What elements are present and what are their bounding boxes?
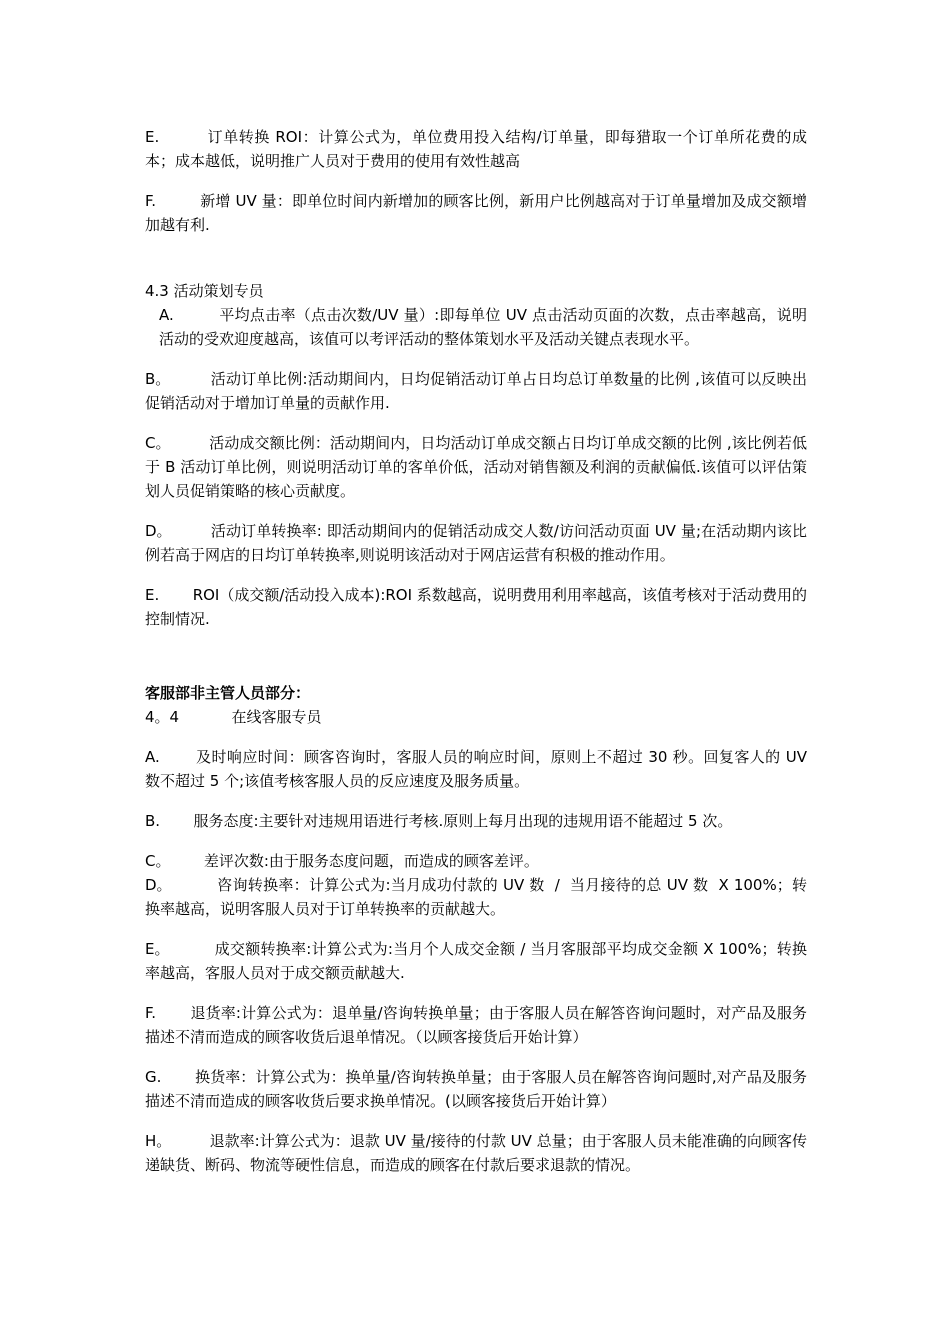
- section-title-4-4: 4。4 在线客服专员: [145, 708, 322, 726]
- spacer: [171, 1132, 209, 1150]
- list-marker: E.: [145, 128, 160, 146]
- list-marker: D。: [145, 522, 172, 540]
- paragraph-f-return-rate: [145, 1001, 807, 1049]
- paragraph-text: 成交额转换率:计算公式为:当月个人成交金额 / 当月客服部平均成交金额 X 100%；转换率越高，客服人员对于成交额贡献越大.: [145, 940, 807, 982]
- spacer: [174, 306, 220, 324]
- list-marker: G.: [145, 1068, 162, 1086]
- paragraph-text: 咨询转换率：计算公式为:当月成功付款的 UV 数 / 当月接待的总 UV 数 X 100%；转换率越高，说明客服人员对于订单转换率的贡献越大。: [145, 876, 807, 918]
- paragraph-c-negative-reviews: [145, 849, 807, 873]
- spacer: [169, 940, 214, 958]
- list-marker: C。: [145, 434, 171, 452]
- paragraph-text: 平均点击率（点击次数/UV 量）:即每单位 UV 点击活动页面的次数，点击率越高，说明活动的受欢迎度越高，该值可以考评活动的整体策划水平及活动关键点表现水平。: [159, 306, 807, 348]
- paragraph-text: 活动订单转换率: 即活动期间内的促销活动成交人数/访问活动页面 UV 量;在活动期内该比例若高于网店的日均订单转换率,则说明该活动对于网店运营有积极的推动作用。: [145, 522, 807, 564]
- spacer: [159, 128, 207, 146]
- section-title-customer-service: 客服部非主管人员部分：: [145, 684, 311, 702]
- paragraph-a-response-time: [145, 745, 807, 793]
- list-marker: F.: [145, 192, 156, 210]
- list-marker: F.: [145, 1004, 156, 1022]
- spacer: [172, 522, 211, 540]
- spacer: [160, 812, 193, 830]
- list-marker: E.: [145, 586, 160, 604]
- spacer: [156, 1004, 190, 1022]
- paragraph-text: 新增 UV 量：即单位时间内新增加的顾客比例，新用户比例越高对于订单量增加及成交额增加越有利.: [145, 192, 807, 234]
- paragraph-text: 差评次数:由于服务态度问题，而造成的顾客差评。: [203, 852, 539, 870]
- paragraph-text: 及时响应时间：顾客咨询时，客服人员的响应时间，原则上不超过 30 秒。回复客人的 UV 数不超过 5 个;该值考核客服人员的反应速度及服务质量。: [145, 748, 807, 790]
- paragraph-text: 服务态度:主要针对违规用语进行考核.原则上每月出现的违规用语不能超过 5 次。: [193, 812, 733, 830]
- spacer: [156, 192, 200, 210]
- paragraph-f-new-uv: [145, 189, 807, 237]
- list-marker: B。: [145, 370, 171, 388]
- spacer: [170, 852, 203, 870]
- paragraph-e-activity-roi: [145, 583, 807, 631]
- paragraph-e-order-roi: [145, 125, 807, 173]
- paragraph-text: 活动成交额比例：活动期间内，日均活动订单成交额占日均订单成交额的比例 ,该比例若低于 B 活动订单比例，则说明活动订单的客单价低，活动对销售额及利润的贡献偏低.该值可以评估策划人员促销策略的核心贡献度。: [145, 434, 807, 500]
- spacer: [172, 876, 218, 894]
- paragraph-b-service-attitude: [145, 809, 807, 833]
- document-body: [145, 125, 807, 1193]
- list-marker: A.: [159, 306, 174, 324]
- list-marker: E。: [145, 940, 170, 958]
- paragraph-g-exchange-rate: [145, 1065, 807, 1113]
- list-marker: C。: [145, 852, 171, 870]
- paragraph-text: ROI（成交额/活动投入成本):ROI 系数越高，说明费用利用率越高，该值考核对于活动费用的控制情况.: [145, 586, 807, 628]
- spacer: [159, 586, 192, 604]
- list-marker: D。: [145, 876, 172, 894]
- paragraph-text: 订单转换 ROI：计算公式为，单位费用投入结构/订单量，即每猎取一个订单所花费的成本；成本越低，说明推广人员对于费用的使用有效性越高: [145, 128, 807, 170]
- list-marker: B.: [145, 812, 161, 830]
- paragraph-text: 退款率:计算公式为：退款 UV 量/接待的付款 UV 总量；由于客服人员未能准确的向顾客传递缺货、断码、物流等硬性信息，而造成的顾客在付款后要求退款的情况。: [145, 1132, 807, 1174]
- spacer: [170, 370, 210, 388]
- list-marker: H。: [145, 1132, 172, 1150]
- paragraph-a-click-rate: [145, 303, 807, 351]
- spacer: [161, 1068, 195, 1086]
- paragraph-text: 换货率：计算公式为：换单量/咨询转换单量；由于客服人员在解答咨询问题时,对产品及服务描述不清而造成的顾客收货后要求换单情况。(以顾客接货后开始计算）: [145, 1068, 807, 1110]
- section-title-4-3: 4.3 活动策划专员: [145, 282, 264, 300]
- paragraph-c-activity-gmv-ratio: [145, 431, 807, 503]
- paragraph-d-activity-conversion: [145, 519, 807, 567]
- paragraph-b-activity-order-ratio: [145, 367, 807, 415]
- spacer: [160, 748, 196, 766]
- paragraph-d-consult-conversion: [145, 873, 807, 921]
- paragraph-e-gmv-conversion: [145, 937, 807, 985]
- paragraph-h-refund-rate: [145, 1129, 807, 1177]
- paragraph-text: 活动订单比例:活动期间内，日均促销活动订单占日均总订单数量的比例 ,该值可以反映出促销活动对于增加订单量的贡献作用.: [145, 370, 807, 412]
- list-marker: A.: [145, 748, 160, 766]
- spacer: [170, 434, 209, 452]
- paragraph-text: 退货率:计算公式为：退单量/咨询转换单量；由于客服人员在解答咨询问题时，对产品及服务描述不清而造成的顾客收货后退单情况。（以顾客接货后开始计算）: [145, 1004, 807, 1046]
